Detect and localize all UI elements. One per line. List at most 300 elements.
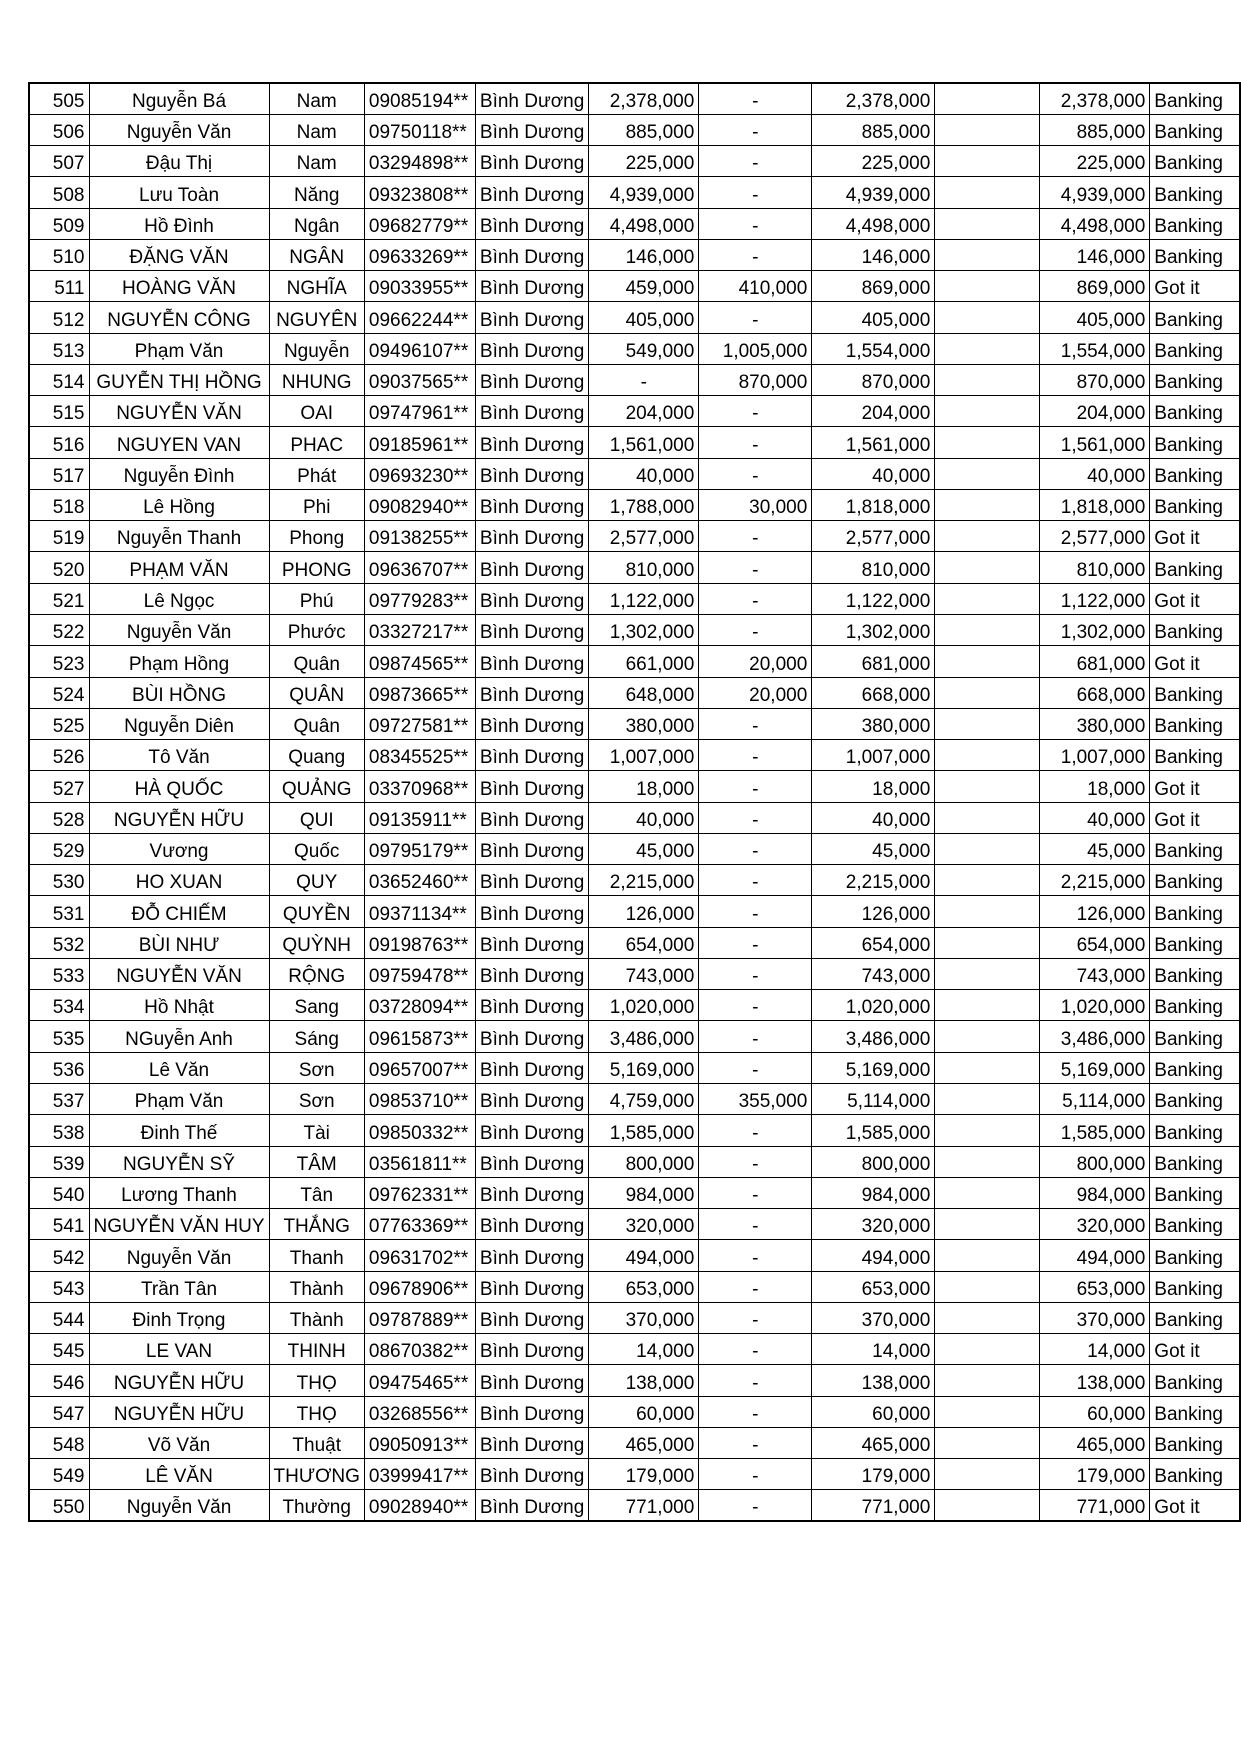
first-name: OAI [269, 396, 364, 427]
phone-number: 08670382** [364, 1334, 475, 1365]
province: Bình Dương [475, 1365, 588, 1396]
row-number: 541 [29, 1209, 89, 1240]
province: Bình Dương [475, 552, 588, 583]
blank-cell [935, 1396, 1040, 1427]
province: Bình Dương [475, 1177, 588, 1208]
payment-status: Got it [1150, 583, 1240, 614]
last-name: NGUYỄN VĂN [89, 396, 269, 427]
last-name: NGUYỄN VĂN HUY [89, 1209, 269, 1240]
amount-2: - [699, 1334, 812, 1365]
blank-cell [935, 146, 1040, 177]
amount-1: 494,000 [589, 1240, 699, 1271]
province: Bình Dương [475, 708, 588, 739]
first-name: Phát [269, 458, 364, 489]
row-number: 546 [29, 1365, 89, 1396]
phone-number: 09762331** [364, 1177, 475, 1208]
province: Bình Dương [475, 1490, 588, 1521]
row-number: 515 [29, 396, 89, 427]
table-row [29, 208, 1240, 239]
amount-2: - [699, 1365, 812, 1396]
net-amount: 2,378,000 [1040, 83, 1150, 114]
first-name: QUỲNH [269, 927, 364, 958]
row-number: 545 [29, 1334, 89, 1365]
table-row [29, 958, 1240, 989]
net-amount: 743,000 [1040, 958, 1150, 989]
phone-number: 09795179** [364, 833, 475, 864]
amount-2: - [699, 1396, 812, 1427]
net-amount: 14,000 [1040, 1334, 1150, 1365]
total-amount: 5,169,000 [812, 1052, 935, 1083]
amount-1: 380,000 [589, 708, 699, 739]
row-number: 508 [29, 177, 89, 208]
table-row [29, 865, 1240, 896]
row-number: 534 [29, 990, 89, 1021]
amount-2: - [699, 396, 812, 427]
province: Bình Dương [475, 271, 588, 302]
province: Bình Dương [475, 364, 588, 395]
amount-2: - [699, 990, 812, 1021]
row-number: 547 [29, 1396, 89, 1427]
payment-status: Banking [1150, 208, 1240, 239]
blank-cell [935, 646, 1040, 677]
payment-status: Banking [1150, 958, 1240, 989]
row-number: 525 [29, 708, 89, 739]
blank-cell [935, 1084, 1040, 1115]
province: Bình Dương [475, 1052, 588, 1083]
blank-cell [935, 927, 1040, 958]
net-amount: 984,000 [1040, 1177, 1150, 1208]
phone-number: 09678906** [364, 1271, 475, 1302]
total-amount: 179,000 [812, 1459, 935, 1490]
blank-cell [935, 208, 1040, 239]
amount-1: 370,000 [589, 1302, 699, 1333]
province: Bình Dương [475, 1084, 588, 1115]
total-amount: 146,000 [812, 239, 935, 270]
last-name: NGUYỄN VĂN [89, 958, 269, 989]
total-amount: 18,000 [812, 771, 935, 802]
total-amount: 4,939,000 [812, 177, 935, 208]
amount-2: 30,000 [699, 489, 812, 520]
payment-status: Banking [1150, 489, 1240, 520]
payment-status: Banking [1150, 239, 1240, 270]
province: Bình Dương [475, 146, 588, 177]
province: Bình Dương [475, 990, 588, 1021]
province: Bình Dương [475, 1021, 588, 1052]
blank-cell [935, 1427, 1040, 1458]
phone-number: 09759478** [364, 958, 475, 989]
total-amount: 320,000 [812, 1209, 935, 1240]
first-name: QUYỀN [269, 896, 364, 927]
net-amount: 179,000 [1040, 1459, 1150, 1490]
phone-number: 09033955** [364, 271, 475, 302]
table-row [29, 114, 1240, 145]
blank-cell [935, 958, 1040, 989]
last-name: Đinh Trọng [89, 1302, 269, 1333]
total-amount: 1,818,000 [812, 489, 935, 520]
payment-status: Banking [1150, 146, 1240, 177]
row-number: 542 [29, 1240, 89, 1271]
amount-2: - [699, 896, 812, 927]
amount-1: 126,000 [589, 896, 699, 927]
amount-1: 465,000 [589, 1427, 699, 1458]
province: Bình Dương [475, 615, 588, 646]
amount-2: - [699, 177, 812, 208]
payment-status: Banking [1150, 1427, 1240, 1458]
province: Bình Dương [475, 1427, 588, 1458]
last-name: Võ Văn [89, 1427, 269, 1458]
province: Bình Dương [475, 1459, 588, 1490]
last-name: NGUYỄN SỸ [89, 1146, 269, 1177]
phone-number: 03728094** [364, 990, 475, 1021]
first-name: PHAC [269, 427, 364, 458]
last-name: Trần Tân [89, 1271, 269, 1302]
amount-1: 4,498,000 [589, 208, 699, 239]
amount-1: 204,000 [589, 396, 699, 427]
net-amount: 40,000 [1040, 802, 1150, 833]
payment-status: Got it [1150, 1490, 1240, 1521]
phone-number: 09082940** [364, 489, 475, 520]
amount-1: 1,302,000 [589, 615, 699, 646]
province: Bình Dương [475, 896, 588, 927]
amount-2: - [699, 1459, 812, 1490]
total-amount: 2,577,000 [812, 521, 935, 552]
province: Bình Dương [475, 1240, 588, 1271]
total-amount: 743,000 [812, 958, 935, 989]
last-name: BÙI HỒNG [89, 677, 269, 708]
amount-1: 179,000 [589, 1459, 699, 1490]
phone-number: 09323808** [364, 177, 475, 208]
phone-number: 09874565** [364, 646, 475, 677]
row-number: 513 [29, 333, 89, 364]
amount-1: 743,000 [589, 958, 699, 989]
total-amount: 870,000 [812, 364, 935, 395]
payment-status: Banking [1150, 1302, 1240, 1333]
amount-2: - [699, 552, 812, 583]
payment-status: Banking [1150, 708, 1240, 739]
amount-1: 320,000 [589, 1209, 699, 1240]
net-amount: 654,000 [1040, 927, 1150, 958]
first-name: Phước [269, 615, 364, 646]
first-name: Sơn [269, 1052, 364, 1083]
total-amount: 370,000 [812, 1302, 935, 1333]
table-row [29, 1021, 1240, 1052]
blank-cell [935, 177, 1040, 208]
amount-2: - [699, 1021, 812, 1052]
province: Bình Dương [475, 239, 588, 270]
payment-status: Banking [1150, 333, 1240, 364]
amount-2: - [699, 1115, 812, 1146]
payment-status: Banking [1150, 1209, 1240, 1240]
province: Bình Dương [475, 833, 588, 864]
table-row [29, 396, 1240, 427]
table-row [29, 177, 1240, 208]
blank-cell [935, 302, 1040, 333]
province: Bình Dương [475, 333, 588, 364]
total-amount: 2,215,000 [812, 865, 935, 896]
row-number: 506 [29, 114, 89, 145]
amount-1: 1,585,000 [589, 1115, 699, 1146]
amount-2: - [699, 1302, 812, 1333]
payment-status: Banking [1150, 396, 1240, 427]
table-row [29, 740, 1240, 771]
blank-cell [935, 364, 1040, 395]
row-number: 529 [29, 833, 89, 864]
net-amount: 869,000 [1040, 271, 1150, 302]
table-row [29, 146, 1240, 177]
table-row [29, 1302, 1240, 1333]
net-amount: 4,498,000 [1040, 208, 1150, 239]
last-name: Nguyễn Văn [89, 114, 269, 145]
net-amount: 405,000 [1040, 302, 1150, 333]
net-amount: 1,020,000 [1040, 990, 1150, 1021]
row-number: 509 [29, 208, 89, 239]
total-amount: 60,000 [812, 1396, 935, 1427]
total-amount: 405,000 [812, 302, 935, 333]
payment-status: Banking [1150, 1459, 1240, 1490]
row-number: 511 [29, 271, 89, 302]
last-name: LE VAN [89, 1334, 269, 1365]
total-amount: 138,000 [812, 1365, 935, 1396]
net-amount: 1,561,000 [1040, 427, 1150, 458]
blank-cell [935, 114, 1040, 145]
last-name: Lê Hồng [89, 489, 269, 520]
blank-cell [935, 1334, 1040, 1365]
blank-cell [935, 489, 1040, 520]
net-amount: 885,000 [1040, 114, 1150, 145]
payment-status: Banking [1150, 990, 1240, 1021]
province: Bình Dương [475, 646, 588, 677]
first-name: THỌ [269, 1365, 364, 1396]
amount-2: - [699, 458, 812, 489]
amount-2: 1,005,000 [699, 333, 812, 364]
row-number: 507 [29, 146, 89, 177]
amount-2: - [699, 771, 812, 802]
last-name: Nguyễn Bá [89, 83, 269, 114]
net-amount: 465,000 [1040, 1427, 1150, 1458]
amount-2: 410,000 [699, 271, 812, 302]
last-name: NGUYEN VAN [89, 427, 269, 458]
net-amount: 40,000 [1040, 458, 1150, 489]
amount-2: - [699, 146, 812, 177]
amount-2: - [699, 114, 812, 145]
payment-status: Banking [1150, 552, 1240, 583]
last-name: NGUYỄN CÔNG [89, 302, 269, 333]
table-row [29, 990, 1240, 1021]
amount-2: - [699, 1427, 812, 1458]
payment-status: Banking [1150, 677, 1240, 708]
amount-1: 1,020,000 [589, 990, 699, 1021]
first-name: Quốc [269, 833, 364, 864]
first-name: Năng [269, 177, 364, 208]
net-amount: 810,000 [1040, 552, 1150, 583]
table-row [29, 1271, 1240, 1302]
last-name: PHẠM VĂN [89, 552, 269, 583]
phone-number: 03652460** [364, 865, 475, 896]
first-name: TÂM [269, 1146, 364, 1177]
amount-2: - [699, 708, 812, 739]
payment-status: Banking [1150, 1396, 1240, 1427]
net-amount: 5,169,000 [1040, 1052, 1150, 1083]
first-name: Sơn [269, 1084, 364, 1115]
blank-cell [935, 1240, 1040, 1271]
table-row [29, 833, 1240, 864]
amount-2: 870,000 [699, 364, 812, 395]
amount-1: 45,000 [589, 833, 699, 864]
total-amount: 45,000 [812, 833, 935, 864]
amount-2: - [699, 83, 812, 114]
first-name: Phi [269, 489, 364, 520]
table-row [29, 271, 1240, 302]
last-name: GUYỄN THỊ HỒNG [89, 364, 269, 395]
payment-table [28, 82, 1241, 1522]
total-amount: 1,554,000 [812, 333, 935, 364]
province: Bình Dương [475, 865, 588, 896]
table-row [29, 1427, 1240, 1458]
total-amount: 5,114,000 [812, 1084, 935, 1115]
row-number: 516 [29, 427, 89, 458]
payment-status: Banking [1150, 927, 1240, 958]
blank-cell [935, 1052, 1040, 1083]
row-number: 540 [29, 1177, 89, 1208]
amount-2: - [699, 958, 812, 989]
amount-1: 146,000 [589, 239, 699, 270]
row-number: 505 [29, 83, 89, 114]
blank-cell [935, 896, 1040, 927]
first-name: Sáng [269, 1021, 364, 1052]
blank-cell [935, 1146, 1040, 1177]
phone-number: 09636707** [364, 552, 475, 583]
first-name: Nam [269, 146, 364, 177]
blank-cell [935, 1490, 1040, 1521]
blank-cell [935, 1459, 1040, 1490]
province: Bình Dương [475, 302, 588, 333]
last-name: Nguyễn Văn [89, 1240, 269, 1271]
last-name: ĐẶNG VĂN [89, 239, 269, 270]
table-row [29, 1365, 1240, 1396]
phone-number: 09873665** [364, 677, 475, 708]
phone-number: 09779283** [364, 583, 475, 614]
amount-1: 405,000 [589, 302, 699, 333]
payment-status: Banking [1150, 1177, 1240, 1208]
blank-cell [935, 1209, 1040, 1240]
row-number: 510 [29, 239, 89, 270]
payment-status: Got it [1150, 521, 1240, 552]
blank-cell [935, 740, 1040, 771]
net-amount: 126,000 [1040, 896, 1150, 927]
total-amount: 126,000 [812, 896, 935, 927]
last-name: NGUYỄN HỮU [89, 1365, 269, 1396]
table-row [29, 83, 1240, 114]
first-name: THINH [269, 1334, 364, 1365]
net-amount: 3,486,000 [1040, 1021, 1150, 1052]
blank-cell [935, 990, 1040, 1021]
last-name: Phạm Hồng [89, 646, 269, 677]
first-name: Quân [269, 646, 364, 677]
phone-number: 09185961** [364, 427, 475, 458]
total-amount: 40,000 [812, 802, 935, 833]
table-row [29, 708, 1240, 739]
phone-number: 03370968** [364, 771, 475, 802]
first-name: Tân [269, 1177, 364, 1208]
table-row [29, 521, 1240, 552]
amount-1: 1,007,000 [589, 740, 699, 771]
net-amount: 2,577,000 [1040, 521, 1150, 552]
last-name: LÊ VĂN [89, 1459, 269, 1490]
amount-2: - [699, 1490, 812, 1521]
last-name: NGUYỄN HỮU [89, 1396, 269, 1427]
phone-number: 09693230** [364, 458, 475, 489]
phone-number: 09853710** [364, 1084, 475, 1115]
table-row [29, 239, 1240, 270]
amount-1: 60,000 [589, 1396, 699, 1427]
row-number: 532 [29, 927, 89, 958]
net-amount: 681,000 [1040, 646, 1150, 677]
amount-2: - [699, 615, 812, 646]
blank-cell [935, 865, 1040, 896]
blank-cell [935, 552, 1040, 583]
province: Bình Dương [475, 208, 588, 239]
payment-status: Banking [1150, 177, 1240, 208]
province: Bình Dương [475, 958, 588, 989]
total-amount: 984,000 [812, 1177, 935, 1208]
province: Bình Dương [475, 1146, 588, 1177]
phone-number: 09682779** [364, 208, 475, 239]
row-number: 514 [29, 364, 89, 395]
phone-number: 03327217** [364, 615, 475, 646]
province: Bình Dương [475, 83, 588, 114]
table-row [29, 552, 1240, 583]
payment-status: Banking [1150, 302, 1240, 333]
total-amount: 2,378,000 [812, 83, 935, 114]
row-number: 517 [29, 458, 89, 489]
amount-1: 40,000 [589, 802, 699, 833]
net-amount: 494,000 [1040, 1240, 1150, 1271]
row-number: 536 [29, 1052, 89, 1083]
amount-2: - [699, 1209, 812, 1240]
blank-cell [935, 521, 1040, 552]
phone-number: 09750118** [364, 114, 475, 145]
table-row [29, 896, 1240, 927]
table-row [29, 583, 1240, 614]
last-name: Nguyễn Văn [89, 615, 269, 646]
net-amount: 653,000 [1040, 1271, 1150, 1302]
amount-2: - [699, 583, 812, 614]
total-amount: 869,000 [812, 271, 935, 302]
row-number: 520 [29, 552, 89, 583]
amount-2: 355,000 [699, 1084, 812, 1115]
table-row [29, 1177, 1240, 1208]
row-number: 512 [29, 302, 89, 333]
province: Bình Dương [475, 427, 588, 458]
net-amount: 138,000 [1040, 1365, 1150, 1396]
total-amount: 3,486,000 [812, 1021, 935, 1052]
row-number: 548 [29, 1427, 89, 1458]
blank-cell [935, 271, 1040, 302]
blank-cell [935, 833, 1040, 864]
last-name: Hồ Nhật [89, 990, 269, 1021]
phone-number: 09037565** [364, 364, 475, 395]
row-number: 543 [29, 1271, 89, 1302]
blank-cell [935, 802, 1040, 833]
amount-1: 3,486,000 [589, 1021, 699, 1052]
last-name: Lương Thanh [89, 1177, 269, 1208]
first-name: THƯƠNG [269, 1459, 364, 1490]
last-name: NGUYỄN HỮU [89, 802, 269, 833]
last-name: BÙI NHƯ [89, 927, 269, 958]
row-number: 533 [29, 958, 89, 989]
amount-2: - [699, 208, 812, 239]
phone-number: 09615873** [364, 1021, 475, 1052]
